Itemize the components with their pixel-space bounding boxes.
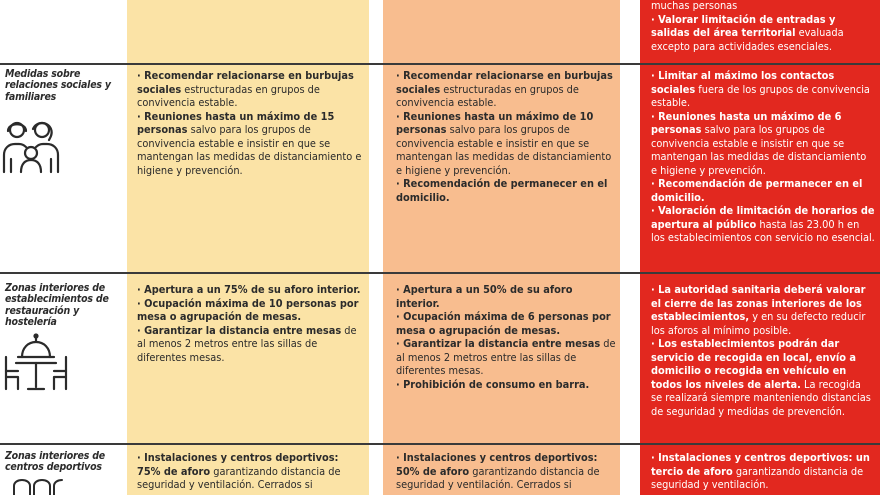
list-item: · Instalaciones y centros deportivos: 50% de aforo garantizando distancia de seguridad y ventilación. Cerrados si [396,451,600,491]
row-hosteleria-yellow-cell [137,283,365,364]
list-item: · Reuniones hasta un máximo de 10 personas salvo para los grupos de convivencia estable e insistir en que se mantengan las medidas de distanciamiento e higiene y prevención. [396,109,612,177]
list-item: · Ocupación máxima de 6 personas por mesa o agrupación de mesas. [396,310,611,337]
row-social-orange-cell [396,69,618,204]
list-item: muchas personas [651,0,738,12]
list-item: · Ocupación máxima de 10 personas por mesa o agrupación de mesas. [137,296,359,323]
row-hosteleria-orange-cell [396,283,618,391]
row-divider [0,443,880,445]
row-deportes-yellow-cell [137,451,365,492]
row-divider [0,63,880,65]
list-item: · Garantizar la distancia entre mesas de al menos 2 metros entre las sillas de diferentes mesas. [137,323,357,364]
list-item: · Prohibición de consumo en barra. [396,377,590,391]
row-deportes-red-cell [651,451,875,492]
people-icon [10,478,70,495]
list-item: · Limitar al máximo los contactos sociales fuera de los grupos de convivencia estable. [651,69,870,109]
column-gap [620,0,640,495]
row-label-deportes: Zonas interiores de centros deportivos [5,450,105,474]
row-label-social: Medidas sobre relaciones sociales y familiares [5,68,111,103]
row-label-hosteleria: Zonas interiores de establecimientos de restauración y hostelería [5,282,109,329]
row-top-red-cell [651,0,875,53]
list-item: · La autoridad sanitaria deberá valorar el cierre de las zonas interiores de los establecimientos, y en su defecto reducir los aforos al mínimo posible. [651,283,866,337]
list-item: · Los establecimientos podrán dar servicio de recogida en local, envío a domicilio o recogida en vehículo en todos los niveles de alerta. La recogida se realizará siempre manteniendo distancias de seguridad y medidas de prevención. [651,337,871,418]
family-icon [2,117,60,178]
list-item: · Recomendación de permanecer en el domicilio. [651,177,863,204]
list-item: · Recomendar relacionarse en burbujas sociales estructuradas en grupos de convivencia estable. [396,69,613,109]
restaurant-icon [2,333,70,396]
list-item: · Valorar limitación de entradas y salidas del área territorial evaluada excepto para actividades esenciales. [651,12,844,53]
list-item: · Instalaciones y centros deportivos: 75% de aforo garantizando distancia de seguridad y ventilación. Cerrados si [137,451,341,491]
row-divider [0,272,880,274]
list-item: · Instalaciones y centros deportivos: un tercio de aforo garantizando distancia de seguridad y ventilación. [651,451,870,491]
list-item: · Recomendar relacionarse en burbujas sociales estructuradas en grupos de convivencia estable. [137,69,354,109]
row-deportes-orange-cell [396,451,618,492]
list-item: · Reuniones hasta un máximo de 6 personas salvo para los grupos de convivencia estable e insistir en que se mantengan las medidas de distanciamiento e higiene y prevención. [651,109,867,177]
list-item: · Garantizar la distancia entre mesas de al menos 2 metros entre las sillas de diferentes mesas. [396,337,616,377]
list-item: · Reuniones hasta un máximo de 15 personas salvo para los grupos de convivencia estable e insistir en que se mantengan las medidas de distanciamiento e higiene y prevención. [137,109,362,177]
row-social-red-cell [651,69,875,245]
list-item: · Apertura a un 50% de su aforo interior. [396,283,573,310]
list-item: · Apertura a un 75% de su aforo interior. [137,283,361,296]
list-item: · Valoración de limitación de horarios de apertura al público hasta las 23.00 h en los establecimientos con servicio no esencial. [651,204,875,244]
row-hosteleria-red-cell [651,283,875,418]
column-gap [369,0,383,495]
list-item: · Recomendación de permanecer en el domicilio. [396,177,608,204]
row-social-yellow-cell [137,69,365,177]
